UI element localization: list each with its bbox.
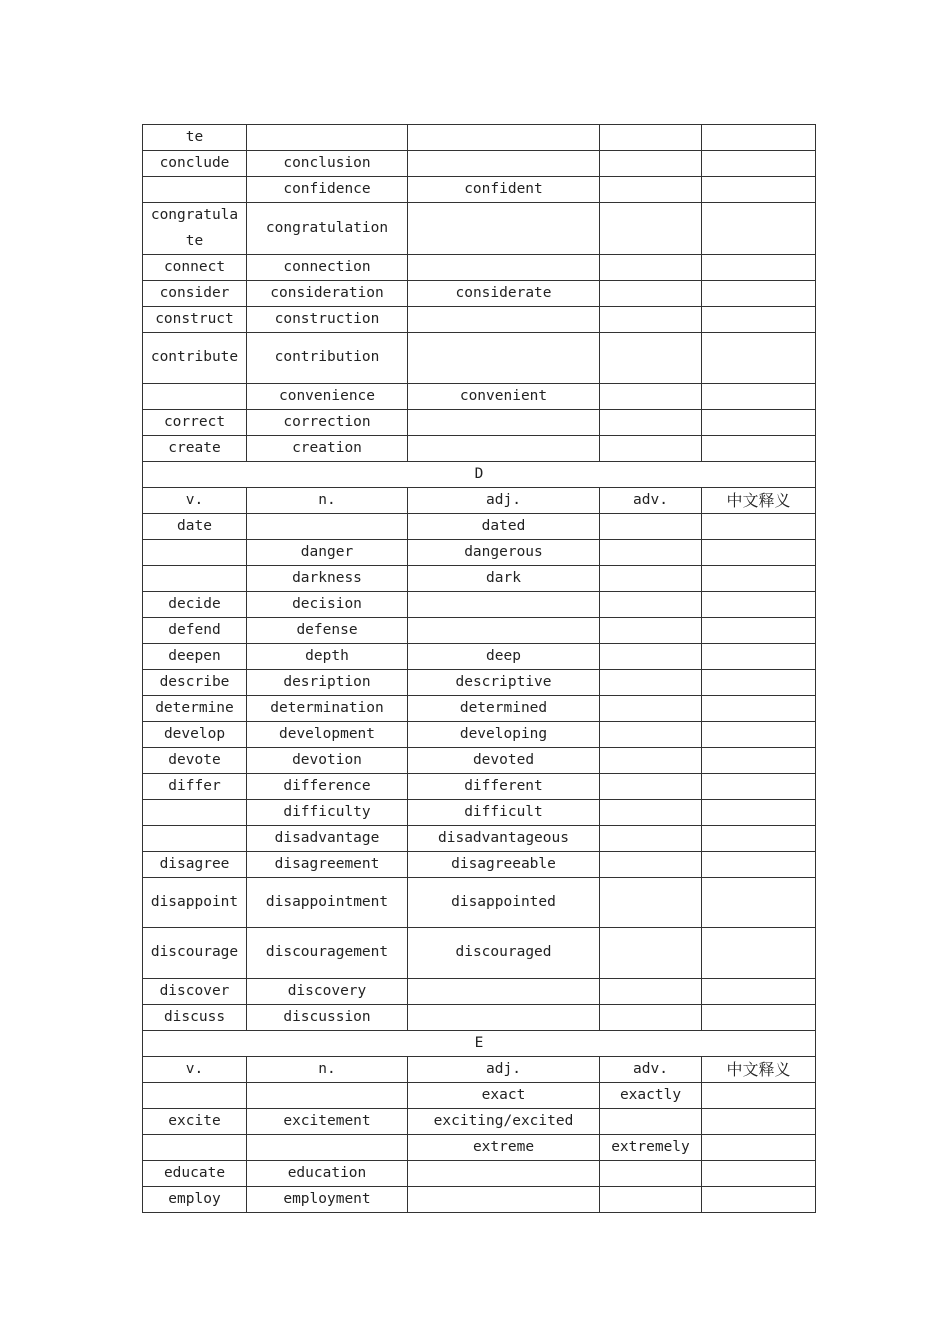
table-row — [143, 617, 816, 643]
chinese-meaning-cell — [702, 565, 816, 591]
adjective-cell: disappointed — [408, 877, 600, 928]
table-row — [143, 695, 816, 721]
adverb-cell — [600, 825, 702, 851]
verb-cell — [143, 799, 247, 825]
table-row — [143, 435, 816, 461]
adjective-cell — [408, 203, 600, 255]
adverb-cell — [600, 591, 702, 617]
noun-cell — [247, 1134, 408, 1160]
table-row — [143, 1134, 816, 1160]
verb-cell: disagree — [143, 851, 247, 877]
chinese-meaning-cell — [702, 307, 816, 333]
noun-cell: correction — [247, 409, 408, 435]
chinese-meaning-cell — [702, 617, 816, 643]
verb-cell: disappoint — [143, 877, 247, 928]
verb-cell: create — [143, 435, 247, 461]
table-row — [143, 669, 816, 695]
chinese-meaning-cell — [702, 1004, 816, 1030]
chinese-meaning-cell — [702, 151, 816, 177]
chinese-meaning-cell — [702, 125, 816, 151]
noun-cell: excitement — [247, 1108, 408, 1134]
chinese-meaning-cell — [702, 203, 816, 255]
adverb-cell — [600, 643, 702, 669]
adverb-cell — [600, 1186, 702, 1212]
adverb-cell — [600, 773, 702, 799]
table-row — [143, 409, 816, 435]
chinese-meaning-cell — [702, 539, 816, 565]
adjective-cell — [408, 333, 600, 384]
adverb-cell: extremely — [600, 1134, 702, 1160]
column-header-n: n. — [247, 1056, 408, 1082]
adverb-cell — [600, 307, 702, 333]
column-header-row — [143, 1056, 816, 1082]
adverb-cell — [600, 799, 702, 825]
chinese-meaning-cell — [702, 851, 816, 877]
verb-cell: conclude — [143, 151, 247, 177]
verb-cell — [143, 825, 247, 851]
adverb-cell — [600, 125, 702, 151]
chinese-meaning-cell — [702, 1108, 816, 1134]
chinese-meaning-cell — [702, 643, 816, 669]
adjective-cell: dark — [408, 565, 600, 591]
adjective-cell: convenient — [408, 383, 600, 409]
verb-cell: consider — [143, 281, 247, 307]
verb-cell: excite — [143, 1108, 247, 1134]
section-letter-row — [143, 461, 816, 487]
adjective-cell — [408, 978, 600, 1004]
noun-cell: creation — [247, 435, 408, 461]
adverb-cell — [600, 695, 702, 721]
verb-cell: decide — [143, 591, 247, 617]
noun-cell: confidence — [247, 177, 408, 203]
noun-cell: darkness — [247, 565, 408, 591]
adjective-cell: determined — [408, 695, 600, 721]
adverb-cell — [600, 978, 702, 1004]
noun-cell: desription — [247, 669, 408, 695]
verb-cell: deepen — [143, 643, 247, 669]
verb-cell: describe — [143, 669, 247, 695]
noun-cell: education — [247, 1160, 408, 1186]
noun-cell: development — [247, 721, 408, 747]
noun-cell: contribution — [247, 333, 408, 384]
adjective-cell — [408, 435, 600, 461]
adjective-cell — [408, 125, 600, 151]
noun-cell: determination — [247, 695, 408, 721]
table-row — [143, 978, 816, 1004]
adjective-cell: developing — [408, 721, 600, 747]
adverb-cell — [600, 435, 702, 461]
column-header-v: v. — [143, 1056, 247, 1082]
verb-cell: determine — [143, 695, 247, 721]
table-row — [143, 333, 816, 384]
adverb-cell — [600, 151, 702, 177]
column-header-n: n. — [247, 487, 408, 513]
adverb-cell — [600, 383, 702, 409]
noun-cell — [247, 1082, 408, 1108]
column-header-cn: 中文释义 — [702, 487, 816, 513]
verb-cell: defend — [143, 617, 247, 643]
section-letter-row — [143, 1030, 816, 1056]
adjective-cell: exact — [408, 1082, 600, 1108]
chinese-meaning-cell — [702, 1082, 816, 1108]
noun-cell — [247, 125, 408, 151]
adjective-cell: dangerous — [408, 539, 600, 565]
adjective-cell: dated — [408, 513, 600, 539]
verb-cell: devote — [143, 747, 247, 773]
chinese-meaning-cell — [702, 1160, 816, 1186]
table-row — [143, 539, 816, 565]
noun-cell: decision — [247, 591, 408, 617]
adverb-cell — [600, 747, 702, 773]
adverb-cell — [600, 409, 702, 435]
verb-cell: differ — [143, 773, 247, 799]
noun-cell: disagreement — [247, 851, 408, 877]
column-header-row — [143, 487, 816, 513]
table-row — [143, 799, 816, 825]
adjective-cell: descriptive — [408, 669, 600, 695]
verb-cell — [143, 565, 247, 591]
table-row — [143, 825, 816, 851]
verb-cell: discourage — [143, 928, 247, 979]
column-header-cn: 中文释义 — [702, 1056, 816, 1082]
chinese-meaning-cell — [702, 435, 816, 461]
noun-cell: devotion — [247, 747, 408, 773]
adverb-cell — [600, 877, 702, 928]
column-header-v: v. — [143, 487, 247, 513]
adjective-cell — [408, 591, 600, 617]
adjective-cell: extreme — [408, 1134, 600, 1160]
noun-cell: consideration — [247, 281, 408, 307]
noun-cell: difficulty — [247, 799, 408, 825]
adjective-cell: discouraged — [408, 928, 600, 979]
verb-cell: discover — [143, 978, 247, 1004]
document-page — [142, 124, 816, 1213]
adjective-cell: confident — [408, 177, 600, 203]
adverb-cell — [600, 1004, 702, 1030]
adjective-cell: deep — [408, 643, 600, 669]
verb-cell: construct — [143, 307, 247, 333]
chinese-meaning-cell — [702, 773, 816, 799]
verb-cell — [143, 1082, 247, 1108]
table-row — [143, 721, 816, 747]
table-row — [143, 177, 816, 203]
table-row — [143, 255, 816, 281]
verb-cell: educate — [143, 1160, 247, 1186]
adverb-cell — [600, 928, 702, 979]
chinese-meaning-cell — [702, 928, 816, 979]
section-letter: E — [143, 1030, 816, 1056]
adverb-cell — [600, 851, 702, 877]
verb-cell: correct — [143, 409, 247, 435]
word-forms-table-body — [143, 125, 816, 1213]
word-forms-table — [142, 124, 816, 1213]
adjective-cell — [408, 1186, 600, 1212]
noun-cell: disappointment — [247, 877, 408, 928]
verb-cell — [143, 1134, 247, 1160]
column-header-adv: adv. — [600, 1056, 702, 1082]
chinese-meaning-cell — [702, 978, 816, 1004]
noun-cell: construction — [247, 307, 408, 333]
chinese-meaning-cell — [702, 1134, 816, 1160]
verb-cell: connect — [143, 255, 247, 281]
adverb-cell — [600, 177, 702, 203]
noun-cell: discouragement — [247, 928, 408, 979]
section-letter: D — [143, 461, 816, 487]
table-row — [143, 928, 816, 979]
noun-cell — [247, 513, 408, 539]
verb-cell: date — [143, 513, 247, 539]
adjective-cell — [408, 409, 600, 435]
noun-cell: depth — [247, 643, 408, 669]
adjective-cell: different — [408, 773, 600, 799]
noun-cell: conclusion — [247, 151, 408, 177]
adjective-cell: difficult — [408, 799, 600, 825]
adverb-cell — [600, 1160, 702, 1186]
chinese-meaning-cell — [702, 513, 816, 539]
table-row — [143, 281, 816, 307]
chinese-meaning-cell — [702, 177, 816, 203]
adverb-cell: exactly — [600, 1082, 702, 1108]
column-header-adv: adv. — [600, 487, 702, 513]
adjective-cell — [408, 1004, 600, 1030]
verb-cell: contribute — [143, 333, 247, 384]
adverb-cell — [600, 203, 702, 255]
noun-cell: disadvantage — [247, 825, 408, 851]
noun-cell: defense — [247, 617, 408, 643]
adverb-cell — [600, 721, 702, 747]
noun-cell: danger — [247, 539, 408, 565]
table-row — [143, 747, 816, 773]
chinese-meaning-cell — [702, 333, 816, 384]
adjective-cell: considerate — [408, 281, 600, 307]
column-header-adj: adj. — [408, 487, 600, 513]
table-row — [143, 591, 816, 617]
chinese-meaning-cell — [702, 281, 816, 307]
adverb-cell — [600, 281, 702, 307]
chinese-meaning-cell — [702, 695, 816, 721]
adverb-cell — [600, 513, 702, 539]
adverb-cell — [600, 617, 702, 643]
adjective-cell: devoted — [408, 747, 600, 773]
verb-cell — [143, 539, 247, 565]
noun-cell: congratulation — [247, 203, 408, 255]
chinese-meaning-cell — [702, 669, 816, 695]
adverb-cell — [600, 669, 702, 695]
verb-cell: discuss — [143, 1004, 247, 1030]
table-row — [143, 1004, 816, 1030]
noun-cell: discovery — [247, 978, 408, 1004]
table-row — [143, 877, 816, 928]
table-row — [143, 643, 816, 669]
table-row — [143, 203, 816, 255]
chinese-meaning-cell — [702, 255, 816, 281]
table-row — [143, 1108, 816, 1134]
table-row — [143, 1082, 816, 1108]
column-header-adj: adj. — [408, 1056, 600, 1082]
adjective-cell — [408, 617, 600, 643]
adverb-cell — [600, 255, 702, 281]
adverb-cell — [600, 333, 702, 384]
adverb-cell — [600, 1108, 702, 1134]
adjective-cell — [408, 255, 600, 281]
noun-cell: connection — [247, 255, 408, 281]
chinese-meaning-cell — [702, 1186, 816, 1212]
chinese-meaning-cell — [702, 825, 816, 851]
chinese-meaning-cell — [702, 799, 816, 825]
adjective-cell: disagreeable — [408, 851, 600, 877]
adjective-cell: exciting/excited — [408, 1108, 600, 1134]
adjective-cell: disadvantageous — [408, 825, 600, 851]
adjective-cell — [408, 307, 600, 333]
verb-cell: employ — [143, 1186, 247, 1212]
chinese-meaning-cell — [702, 747, 816, 773]
table-row — [143, 1186, 816, 1212]
adverb-cell — [600, 539, 702, 565]
verb-cell — [143, 383, 247, 409]
adjective-cell — [408, 151, 600, 177]
table-row — [143, 151, 816, 177]
table-row — [143, 307, 816, 333]
chinese-meaning-cell — [702, 721, 816, 747]
chinese-meaning-cell — [702, 383, 816, 409]
table-row — [143, 851, 816, 877]
verb-cell: te — [143, 125, 247, 151]
verb-cell: develop — [143, 721, 247, 747]
noun-cell: discussion — [247, 1004, 408, 1030]
table-row — [143, 513, 816, 539]
verb-cell — [143, 177, 247, 203]
noun-cell: convenience — [247, 383, 408, 409]
noun-cell: difference — [247, 773, 408, 799]
chinese-meaning-cell — [702, 877, 816, 928]
table-row — [143, 1160, 816, 1186]
table-row — [143, 773, 816, 799]
table-row — [143, 125, 816, 151]
noun-cell: employment — [247, 1186, 408, 1212]
chinese-meaning-cell — [702, 409, 816, 435]
verb-cell: congratulate — [143, 203, 247, 255]
table-row — [143, 565, 816, 591]
adjective-cell — [408, 1160, 600, 1186]
chinese-meaning-cell — [702, 591, 816, 617]
table-row — [143, 383, 816, 409]
adverb-cell — [600, 565, 702, 591]
